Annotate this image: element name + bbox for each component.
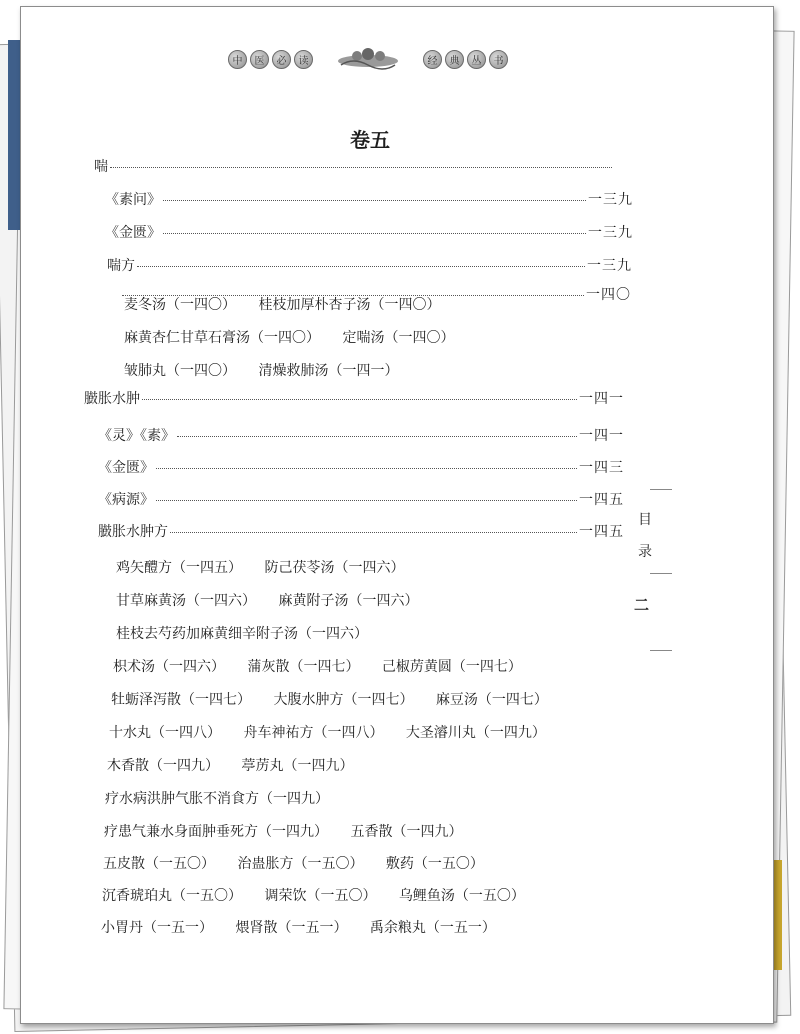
side-rule bbox=[650, 573, 672, 574]
toc-label: 《灵》《素》 bbox=[98, 428, 175, 444]
recipe-line bbox=[101, 917, 514, 937]
recipe-item: 小胃丹（一五一） bbox=[101, 920, 213, 936]
toc-label: 《病源》 bbox=[98, 492, 154, 508]
side-rule bbox=[650, 489, 672, 490]
recipe-item: 定喘汤（一四〇） bbox=[342, 330, 455, 346]
page-number: 二 bbox=[634, 596, 650, 614]
series-header bbox=[228, 44, 508, 74]
seal-char: 书 bbox=[489, 50, 508, 69]
recipe-item: 治蛊胀方（一五〇） bbox=[237, 856, 364, 872]
toc-entry bbox=[105, 222, 633, 242]
recipe-item: 大腹水肿方（一四七） bbox=[273, 692, 414, 708]
toc-label: 臌胀水肿 bbox=[84, 391, 140, 407]
recipe-line bbox=[107, 755, 371, 775]
dot-leader bbox=[177, 435, 577, 437]
recipe-item: 禹余粮丸（一五一） bbox=[369, 920, 496, 936]
toc-entry bbox=[107, 255, 632, 275]
recipe-line bbox=[111, 689, 566, 709]
recipe-item: 葶苈丸（一四九） bbox=[241, 758, 354, 774]
page-title: 卷五 bbox=[350, 128, 390, 152]
recipe-item: 清燥救肺汤（一四一） bbox=[258, 363, 399, 379]
dot-leader bbox=[170, 531, 577, 533]
recipe-item: 木香散（一四九） bbox=[107, 758, 219, 774]
recipe-item: 己椒苈黄圆（一四七） bbox=[381, 659, 522, 675]
toc-page: 一四一 bbox=[579, 428, 624, 444]
seal-char: 读 bbox=[294, 50, 313, 69]
recipe-line bbox=[116, 590, 436, 610]
toc-label: 《金匮》 bbox=[98, 460, 154, 476]
recipe-line bbox=[124, 360, 416, 380]
toc-entry bbox=[105, 189, 633, 209]
toc-page: 一四五 bbox=[579, 524, 624, 540]
seal-char: 医 bbox=[250, 50, 269, 69]
dot-leader bbox=[156, 499, 577, 501]
recipe-line bbox=[124, 294, 458, 314]
recipe-item: 疗水病洪肿气胀不消食方（一四九） bbox=[105, 791, 329, 807]
toc-page: 一四五 bbox=[579, 492, 624, 508]
toc-entry bbox=[98, 521, 624, 541]
seal-char: 必 bbox=[272, 50, 291, 69]
recipe-line bbox=[113, 656, 540, 676]
toc-label: 喘 bbox=[94, 159, 108, 175]
seal-char: 典 bbox=[445, 50, 464, 69]
recipe-item: 调荣饮（一五〇） bbox=[264, 888, 377, 904]
toc-entry bbox=[84, 388, 624, 408]
toc-page: 一三九 bbox=[588, 192, 633, 208]
recipe-item: 牡蛎泽泻散（一四七） bbox=[111, 692, 251, 708]
dot-leader bbox=[137, 265, 585, 267]
recipe-item: 大圣濬川丸（一四九） bbox=[405, 725, 546, 741]
flower-ornament-icon bbox=[333, 47, 403, 71]
toc-label: 喘方 bbox=[107, 258, 135, 274]
recipe-item: 桂枝去芍药加麻黄细辛附子汤（一四六） bbox=[116, 626, 368, 642]
toc-entry bbox=[98, 489, 624, 509]
recipe-line bbox=[109, 722, 564, 742]
recipe-item: 麻豆汤（一四七） bbox=[435, 692, 548, 708]
recipe-item: 煨肾散（一五一） bbox=[235, 920, 348, 936]
recipe-line bbox=[104, 821, 480, 841]
recipe-line bbox=[116, 557, 422, 577]
dot-leader bbox=[163, 232, 586, 234]
dot-leader bbox=[163, 199, 586, 201]
toc-page: 一四一 bbox=[579, 391, 624, 407]
toc-label: 《金匮》 bbox=[105, 225, 161, 241]
recipe-item: 麦冬汤（一四〇） bbox=[124, 297, 236, 313]
recipe-line bbox=[105, 788, 347, 808]
recipe-line bbox=[116, 623, 386, 643]
seal-char: 经 bbox=[423, 50, 442, 69]
dot-leader bbox=[156, 467, 577, 469]
running-head-label: 录 bbox=[638, 544, 652, 560]
seal-char: 丛 bbox=[467, 50, 486, 69]
recipe-line bbox=[124, 327, 472, 347]
toc-label: 臌胀水肿方 bbox=[98, 524, 168, 540]
recipe-line bbox=[103, 853, 502, 873]
recipe-item: 麻黄杏仁甘草石膏汤（一四〇） bbox=[124, 330, 320, 346]
toc-page: 一三九 bbox=[587, 258, 632, 274]
recipe-item: 敷药（一五〇） bbox=[385, 856, 484, 872]
recipe-item: 五香散（一四九） bbox=[350, 824, 463, 840]
recipe-item: 枳术汤（一四六） bbox=[113, 659, 225, 675]
recipe-item: 十水丸（一四八） bbox=[109, 725, 221, 741]
recipe-item: 皱肺丸（一四〇） bbox=[124, 363, 236, 379]
series-seal-right bbox=[423, 50, 508, 69]
recipe-item: 疗患气兼水身面肿垂死方（一四九） bbox=[104, 824, 328, 840]
toc-entry bbox=[98, 457, 624, 477]
dot-leader bbox=[110, 166, 612, 168]
recipe-item: 麻黄附子汤（一四六） bbox=[278, 593, 419, 609]
recipe-item: 桂枝加厚朴杏子汤（一四〇） bbox=[258, 297, 441, 313]
recipe-item: 舟车神祐方（一四八） bbox=[243, 725, 384, 741]
recipe-line bbox=[102, 885, 543, 905]
recipe-item: 鸡矢醴方（一四五） bbox=[116, 560, 242, 576]
dot-leader bbox=[142, 398, 577, 400]
series-seal-left bbox=[228, 50, 313, 69]
recipe-item: 沉香琥珀丸（一五〇） bbox=[102, 888, 242, 904]
toc-label: 《素问》 bbox=[105, 192, 161, 208]
toc-page: 一四〇 bbox=[586, 287, 631, 303]
recipe-item: 甘草麻黄汤（一四六） bbox=[116, 593, 256, 609]
toc-page: 一三九 bbox=[588, 225, 633, 241]
toc-entry bbox=[94, 156, 614, 176]
toc-entry bbox=[98, 425, 624, 445]
running-head-label: 目 bbox=[638, 512, 652, 528]
recipe-item: 五皮散（一五〇） bbox=[103, 856, 215, 872]
recipe-item: 蒲灰散（一四七） bbox=[247, 659, 360, 675]
seal-char: 中 bbox=[228, 50, 247, 69]
recipe-item: 乌鲤鱼汤（一五〇） bbox=[398, 888, 525, 904]
recipe-item: 防己茯苓汤（一四六） bbox=[264, 560, 405, 576]
book-edge-blue bbox=[8, 40, 20, 230]
toc-page: 一四三 bbox=[579, 460, 624, 476]
side-rule bbox=[650, 650, 672, 651]
